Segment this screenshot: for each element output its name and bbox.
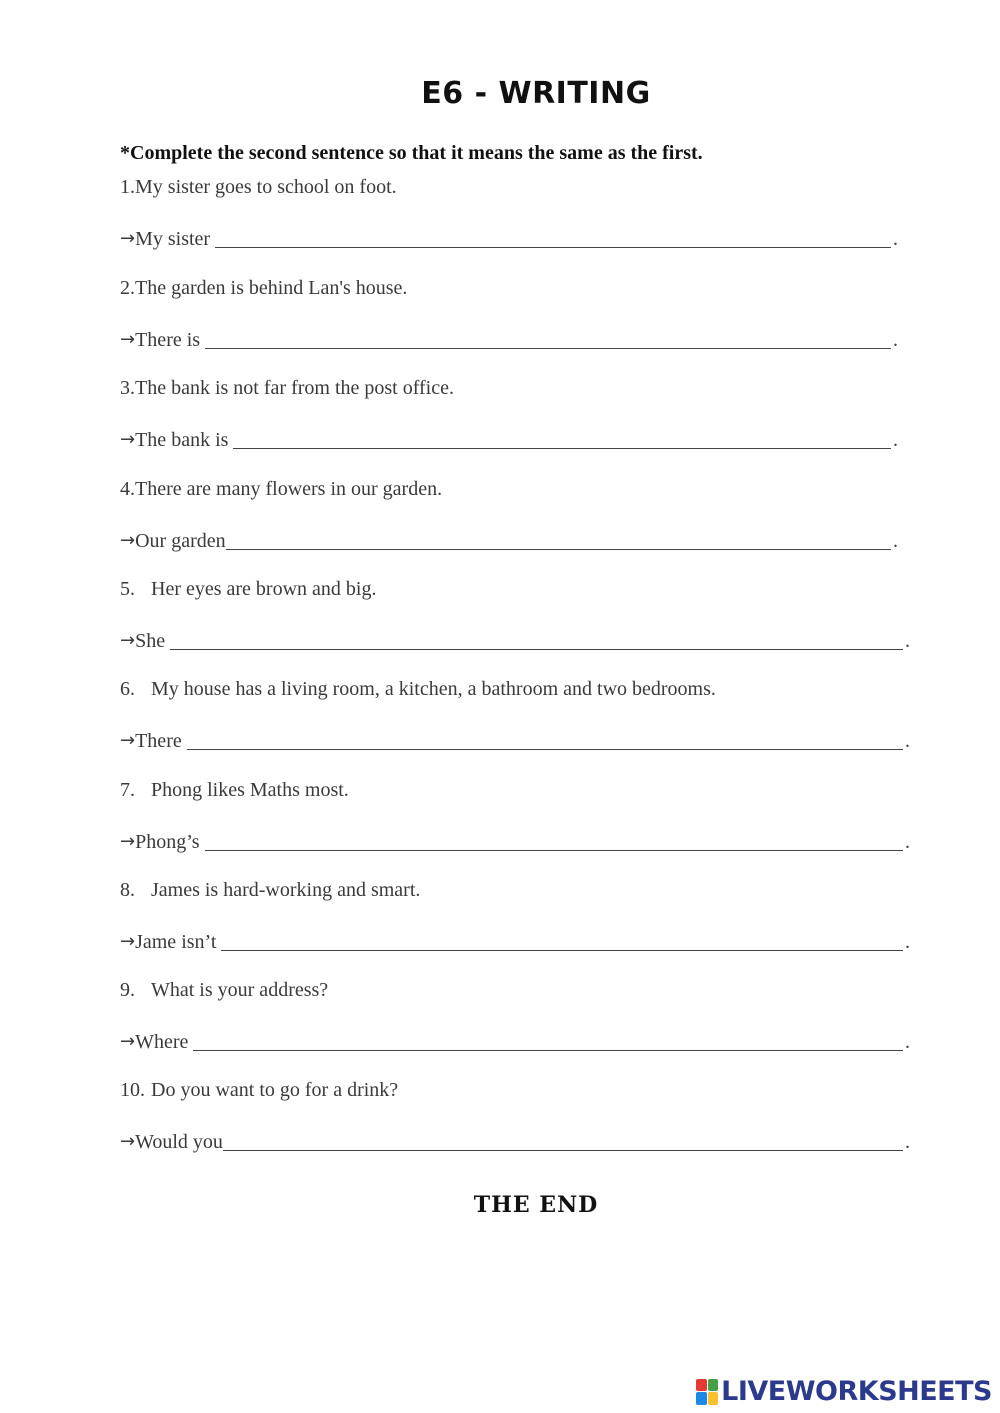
answer-line [120, 927, 910, 953]
question-prompt [120, 979, 328, 1002]
logo-square-1 [696, 1379, 707, 1392]
answer-line [120, 526, 898, 552]
sentence-period: . [893, 530, 898, 552]
answer-stem: She [135, 630, 171, 652]
question-prompt [120, 779, 349, 802]
liveworksheets-logo-icon [696, 1379, 718, 1405]
question-text: Phong likes Maths most. [151, 779, 349, 801]
answer-input[interactable] [221, 930, 903, 951]
question-text: My house has a living room, a kitchen, a bathroom and two bedrooms. [151, 678, 716, 700]
arrow-right-icon: → [120, 630, 136, 651]
sentence-period: . [905, 831, 910, 853]
question-number: 3. [120, 377, 135, 399]
answer-input[interactable] [205, 328, 891, 349]
question-number: 5. [120, 578, 135, 600]
arrow-right-icon: → [120, 329, 136, 350]
sentence-period: . [905, 1031, 910, 1053]
question-prompt [120, 1079, 398, 1102]
sentence-period: . [893, 429, 898, 451]
answer-input[interactable] [193, 1030, 903, 1051]
answer-input[interactable] [226, 529, 891, 550]
the-end-label: THE END [473, 1192, 599, 1218]
arrow-right-icon: → [120, 831, 136, 852]
answer-stem: Phong’s [135, 831, 205, 853]
answer-stem: Our garden [135, 530, 226, 552]
answer-input[interactable] [170, 629, 903, 650]
question-text: Do you want to go for a drink? [151, 1079, 399, 1101]
answer-line [120, 1027, 910, 1053]
answer-line [120, 224, 898, 250]
question-text: Her eyes are brown and big. [151, 578, 377, 600]
liveworksheets-logo [696, 1376, 992, 1407]
question-text: What is your address? [151, 979, 329, 1001]
answer-stem: Jame isn’t [135, 931, 222, 953]
question-text: My sister goes to school on foot. [135, 176, 397, 198]
arrow-right-icon: → [120, 1131, 136, 1152]
sentence-period: . [893, 228, 898, 250]
logo-square-2 [708, 1379, 719, 1392]
arrow-right-icon: → [120, 530, 136, 551]
answer-input[interactable] [233, 428, 891, 449]
instruction: *Complete the second sentence so that it means the same as the first. [120, 142, 703, 164]
answer-stem: Where [135, 1031, 194, 1053]
sentence-period: . [905, 1131, 910, 1153]
answer-input[interactable] [187, 729, 903, 750]
question-prompt [120, 277, 407, 300]
worksheet-title: E6 - WRITING [421, 76, 651, 111]
answer-line [120, 827, 910, 853]
answer-stem: Would you [135, 1131, 223, 1153]
sentence-period: . [893, 329, 898, 351]
sentence-period: . [905, 630, 910, 652]
logo-square-3 [696, 1392, 707, 1405]
sentence-period: . [905, 730, 910, 752]
question-prompt [120, 879, 420, 902]
question-text: The garden is behind Lan's house. [135, 277, 408, 299]
question-prompt [120, 478, 442, 501]
question-number: 1. [120, 176, 135, 198]
answer-line [120, 726, 910, 752]
question-number: 4. [120, 478, 135, 500]
answer-stem: The bank is [135, 429, 234, 451]
question-text: There are many flowers in our garden. [135, 478, 443, 500]
logo-text: LIVEWORKSHEETS [721, 1376, 992, 1407]
question-text: The bank is not far from the post office. [135, 377, 454, 399]
arrow-right-icon: → [120, 730, 136, 751]
arrow-right-icon: → [120, 931, 136, 952]
answer-line [120, 325, 898, 351]
question-number: 2. [120, 277, 135, 299]
answer-line [120, 626, 910, 652]
question-number: 6. [120, 678, 135, 700]
answer-input[interactable] [215, 227, 891, 248]
question-prompt [120, 678, 716, 701]
logo-square-4 [708, 1392, 719, 1405]
answer-input[interactable] [223, 1130, 903, 1151]
question-text: James is hard-working and smart. [151, 879, 421, 901]
question-number: 7. [120, 779, 135, 801]
question-prompt [120, 176, 397, 199]
answer-line [120, 1127, 910, 1153]
question-number: 9. [120, 979, 135, 1001]
arrow-right-icon: → [120, 228, 136, 249]
sentence-period: . [905, 931, 910, 953]
answer-stem: There is [135, 329, 206, 351]
answer-input[interactable] [205, 830, 903, 851]
question-prompt [120, 377, 454, 400]
question-number: 10. [120, 1079, 145, 1101]
answer-stem: My sister [135, 228, 216, 250]
arrow-right-icon: → [120, 429, 136, 450]
answer-stem: There [135, 730, 187, 752]
question-number: 8. [120, 879, 135, 901]
answer-line [120, 425, 898, 451]
arrow-right-icon: → [120, 1031, 136, 1052]
question-prompt [120, 578, 376, 601]
